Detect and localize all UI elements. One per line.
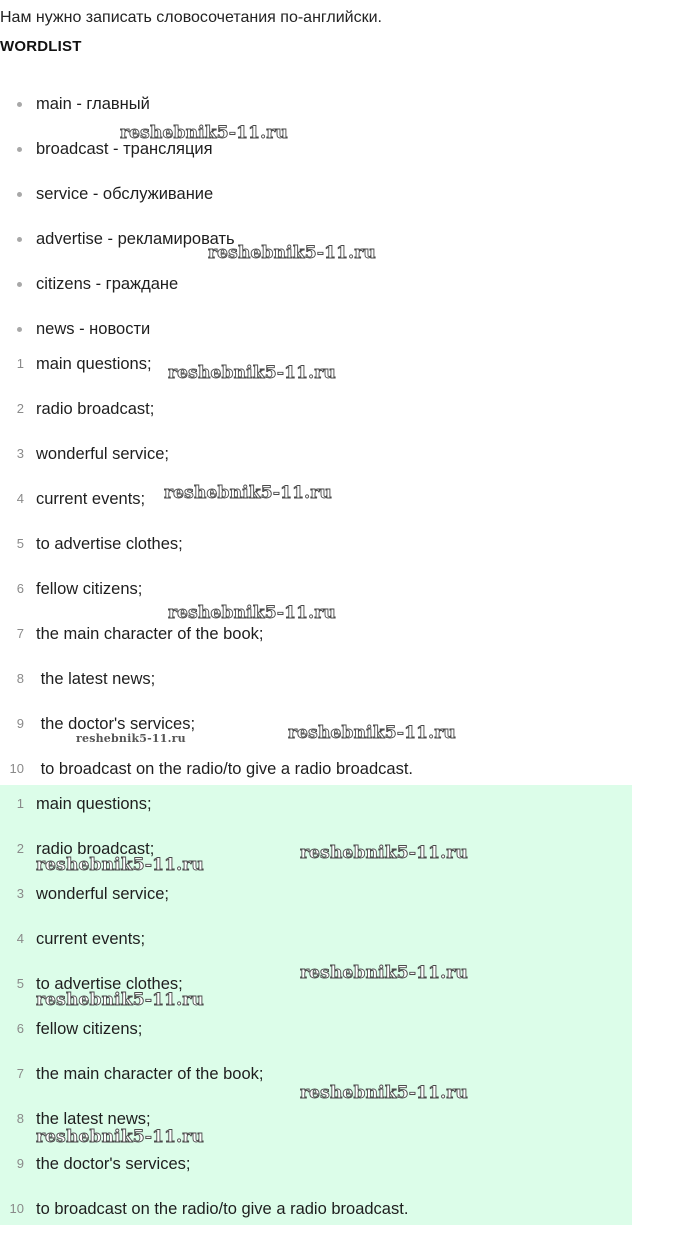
item-text: radio broadcast; <box>36 840 155 858</box>
item-text: main questions; <box>36 795 152 813</box>
list-item-text: broadcast - трансляция <box>36 140 213 158</box>
wordlist-heading: WORDLIST <box>0 38 82 55</box>
watermark: reshebnik5-11.ru <box>300 843 468 863</box>
item-text: the latest news; <box>36 1110 151 1128</box>
item-text: fellow citizens; <box>36 580 143 598</box>
watermark: reshebnik5-11.ru <box>36 990 204 1010</box>
item-text: current events; <box>36 930 146 948</box>
item-number: 3 <box>16 446 24 461</box>
watermark: reshebnik5-11.ru <box>164 483 332 503</box>
item-number: 6 <box>16 581 24 596</box>
bullet-icon <box>17 147 22 152</box>
list-item-text: news - новости <box>36 320 151 338</box>
item-text: the latest news; <box>36 670 156 688</box>
item-number: 4 <box>16 931 24 946</box>
bullet-icon <box>17 102 22 107</box>
item-text: the main character of the book; <box>36 1065 264 1083</box>
item-number: 1 <box>16 796 24 811</box>
item-text: the main character of the book; <box>36 625 264 643</box>
item-text: fellow citizens; <box>36 1020 143 1038</box>
watermark: reshebnik5-11.ru <box>76 732 186 745</box>
item-number: 4 <box>16 491 24 506</box>
item-text: current events; <box>36 490 146 508</box>
item-number: 10 <box>9 1201 24 1216</box>
list-item-text: advertise - рекламировать <box>36 230 235 248</box>
item-number: 8 <box>16 1111 24 1126</box>
list-item-text: service - обслуживание <box>36 185 214 203</box>
watermark: reshebnik5-11.ru <box>168 603 336 623</box>
item-text: wonderful service; <box>36 445 169 463</box>
item-number: 9 <box>16 1156 24 1171</box>
item-number: 6 <box>16 1021 24 1036</box>
item-number: 10 <box>9 761 24 776</box>
item-text: main questions; <box>36 355 152 373</box>
bullet-icon <box>17 327 22 332</box>
item-number: 5 <box>16 976 24 991</box>
item-number: 9 <box>16 716 24 731</box>
item-text: the doctor's services; <box>36 715 196 733</box>
watermark: reshebnik5-11.ru <box>36 1127 204 1147</box>
item-number: 3 <box>16 886 24 901</box>
bullet-icon <box>17 192 22 197</box>
item-text: to advertise clothes; <box>36 535 183 553</box>
watermark: reshebnik5-11.ru <box>300 1083 468 1103</box>
watermark: reshebnik5-11.ru <box>288 723 456 743</box>
watermark: reshebnik5-11.ru <box>36 855 204 875</box>
watermark: reshebnik5-11.ru <box>120 123 288 143</box>
intro-text: Нам нужно записать словосочетания по-английски. <box>0 9 382 26</box>
item-number: 7 <box>16 626 24 641</box>
list-item-text: citizens - граждане <box>36 275 179 293</box>
item-number: 2 <box>16 841 24 856</box>
item-text: wonderful service; <box>36 885 169 903</box>
item-number: 8 <box>16 671 24 686</box>
watermark: reshebnik5-11.ru <box>208 243 376 263</box>
item-number: 2 <box>16 401 24 416</box>
item-number: 7 <box>16 1066 24 1081</box>
item-text: to broadcast on the radio/to give a radio broadcast. <box>36 1200 409 1218</box>
item-number: 5 <box>16 536 24 551</box>
item-text: radio broadcast; <box>36 400 155 418</box>
item-text: to broadcast on the radio/to give a radio broadcast. <box>36 760 413 778</box>
list-item-text: main - главный <box>36 95 150 113</box>
item-text: the doctor's services; <box>36 1155 191 1173</box>
watermark: reshebnik5-11.ru <box>300 963 468 983</box>
watermark: reshebnik5-11.ru <box>168 363 336 383</box>
item-text: to advertise clothes; <box>36 975 183 993</box>
item-number: 1 <box>16 356 24 371</box>
bullet-icon <box>17 237 22 242</box>
bullet-icon <box>17 282 22 287</box>
